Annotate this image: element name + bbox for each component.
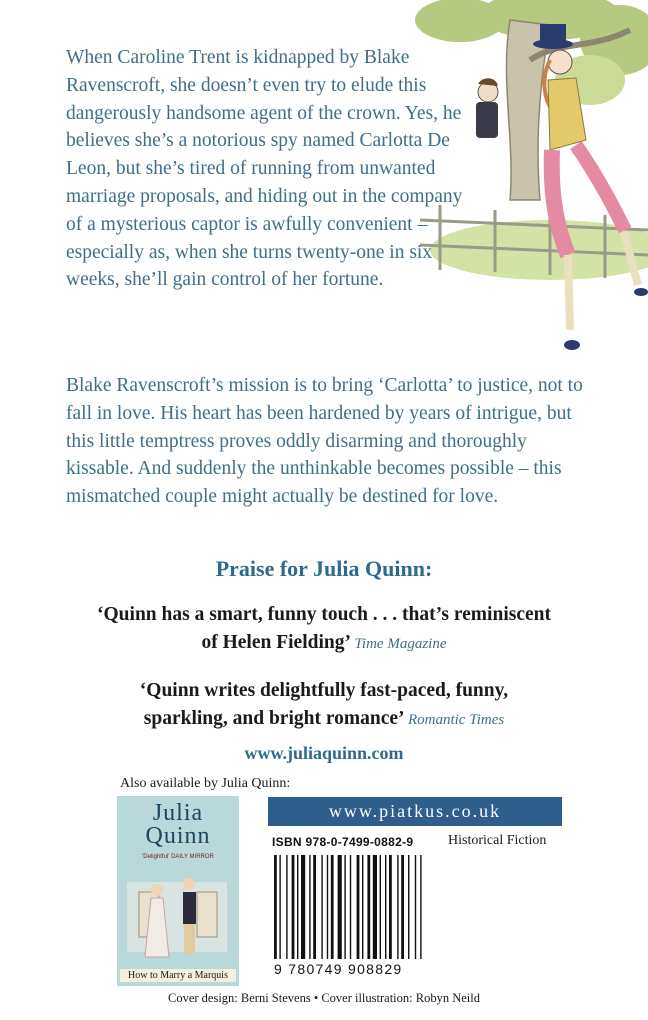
related-book-cover[interactable] bbox=[117, 796, 239, 986]
publisher-url-bar[interactable]: www.piatkus.co.uk bbox=[268, 797, 562, 826]
quote-line-with-source bbox=[0, 629, 648, 658]
cover-author-name: Julia bbox=[152, 800, 204, 826]
barcode-bar bbox=[286, 855, 287, 959]
barcode-bar bbox=[373, 855, 377, 959]
review-quote bbox=[0, 677, 648, 734]
blurb-paragraph-2: Blake Ravenscroft’s mission is to bring ‘Carlotta’ to justice, not to fall in love. His heart has been hardened by years of intrigue, but this little temptress proves oddly disarming and thoroughly kissable. And suddenly the unthinkable becomes possible – this mismatched couple might actually be destined for love. bbox=[66, 375, 583, 508]
genre-label: Historical Fiction bbox=[448, 833, 547, 848]
isbn-label: ISBN 978-0-7499-0882-9 bbox=[272, 835, 414, 849]
barcode-bar bbox=[357, 855, 360, 959]
barcode-bar bbox=[362, 855, 363, 959]
barcode-bar bbox=[367, 855, 370, 959]
barcode-bar bbox=[385, 855, 386, 959]
cover-credits: Cover design: Berni Stevens • Cover illustration: Robyn Neild bbox=[168, 991, 480, 1005]
barcode-bar bbox=[321, 855, 322, 959]
quote-line: sparkling, and bright romance’ bbox=[143, 708, 404, 729]
barcode-bar bbox=[279, 855, 280, 959]
cover-book-title: How to Marry a Marquis bbox=[120, 969, 236, 982]
barcode-number: 9 780749 908829 bbox=[274, 961, 403, 977]
quote-source: Romantic Times bbox=[407, 712, 505, 728]
barcode-bar bbox=[327, 855, 328, 959]
barcode-bar bbox=[380, 855, 381, 959]
barcode-bar bbox=[297, 855, 298, 959]
barcode-bar bbox=[274, 855, 277, 959]
barcode-bar bbox=[420, 855, 421, 959]
quote-line: ‘Quinn writes delightfully fast-paced, funny, bbox=[139, 680, 509, 701]
barcode-bar bbox=[415, 855, 416, 959]
barcode bbox=[272, 855, 428, 959]
barcode-bar bbox=[331, 855, 334, 959]
also-available-label: Also available by Julia Quinn: bbox=[120, 776, 291, 791]
cover-tagline: 'Delightful' DAILY MIRROR bbox=[142, 854, 214, 860]
praise-heading: Praise for Julia Quinn: bbox=[215, 556, 433, 581]
barcode-panel bbox=[258, 827, 440, 985]
quote-line-with-source bbox=[0, 705, 648, 734]
quote-line: ‘Quinn has a smart, funny touch . . . that’s reminiscent bbox=[97, 604, 551, 625]
cover-author-surname: Quinn bbox=[145, 823, 211, 849]
barcode-bar bbox=[301, 855, 305, 959]
barcode-bar bbox=[408, 855, 409, 959]
barcode-bar bbox=[292, 855, 295, 959]
barcode-bar bbox=[309, 855, 310, 959]
man-figure bbox=[476, 78, 498, 138]
author-website[interactable]: www.juliaquinn.com bbox=[244, 743, 404, 763]
blurb-paragraph-1: When Caroline Trent is kidnapped by Blake Ravenscroft, she doesn’t even try to elude this dangerously handsome agent of the crown. Yes, he believes she’s a notorious spy named Carlotta De Leon, but she’s tired of running from unwanted marriage proposals, and hiding out in the company of a mysterious captor is awfully convenient – especially as, when she turns twenty-one in six weeks, she’ll gain control of her fortune. bbox=[66, 47, 463, 291]
quote-line: of Helen Fielding’ bbox=[201, 632, 350, 653]
barcode-bar bbox=[344, 855, 345, 959]
review-quote bbox=[0, 601, 648, 658]
barcode-bar bbox=[350, 855, 351, 959]
barcode-bar bbox=[397, 855, 398, 959]
quote-source: Time Magazine bbox=[354, 636, 447, 652]
barcode-bar bbox=[401, 855, 404, 959]
barcode-bar bbox=[389, 855, 392, 959]
barcode-bar bbox=[338, 855, 342, 959]
barcode-bar bbox=[313, 855, 316, 959]
cover-art bbox=[117, 862, 239, 972]
